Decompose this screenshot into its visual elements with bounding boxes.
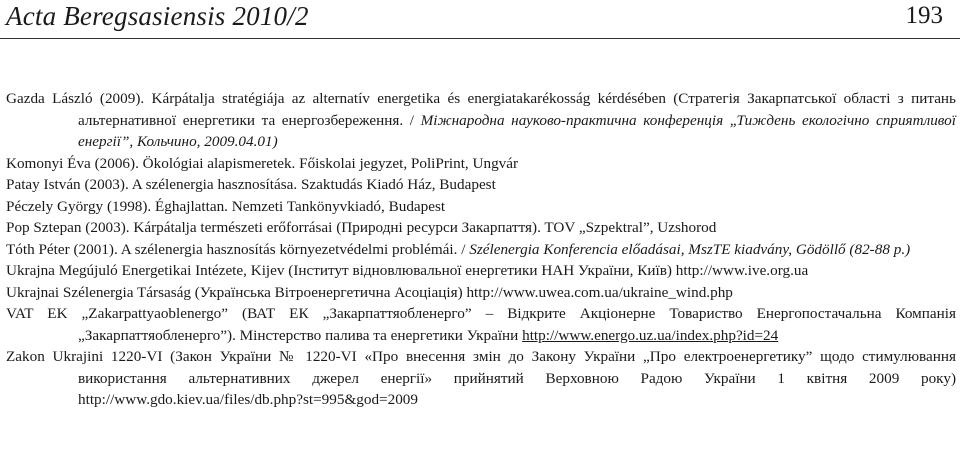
reference-item [6, 196, 956, 218]
reference-item [6, 153, 956, 175]
reference-source: Szélenergia Konferencia előadásai, MszTE kiadvány, Gödöllő (82-88 p.) [469, 240, 911, 258]
header-divider [0, 38, 960, 39]
reference-item [6, 217, 956, 239]
reference-item [6, 260, 956, 282]
reference-text: Tóth Péter (2001). A szélenergia hasznosítás környezetvédelmi problémái. / [6, 240, 470, 258]
reference-text: Péczely György (1998). Éghajlattan. Nemzeti Tankönyvkiadó, Budapest [6, 197, 446, 215]
reference-text: Ukrajnai Szélenergia Társaság (Українська Вітроенергетична Асоціація) http://www.uwea.com.ua/ukraine_wind.php [6, 283, 733, 301]
page-number: 193 [905, 2, 943, 29]
reference-item [6, 282, 956, 304]
journal-title: Acta Beregsasiensis 2010/2 [6, 1, 309, 31]
reference-text: VAT EK „Zakarpattyaoblenergo” (ВАТ ЕК „Закарпаттяобленерго” – Відкрите Акціонерне Товариство Енергопостачальна Компанія „Закарпаттяобленерго”). Мінстерство палива та енергетики України [6, 305, 956, 344]
reference-item [6, 346, 956, 411]
page-header [0, 0, 960, 40]
reference-text: Patay István (2003). A szélenergia hasznosítása. Szaktudás Kiadó Ház, Budapest [6, 176, 496, 193]
reference-text: Ukrajna Megújuló Energetikai Intézete, Kijev (Інститут відновлювальної енергетики НАН України, Київ) http://www.ive.org.ua [6, 262, 809, 279]
reference-text: Pop Sztepan (2003). Kárpátalja természeti erőforrásai (Природні ресурси Закарпаття). TOV „Szpektral”, Uzshorod [6, 219, 717, 236]
reference-link[interactable]: http://www.energo.uz.ua/index.php?id=24 [522, 326, 779, 344]
reference-item [6, 88, 956, 153]
reference-text: Gazda László (2009). Kárpátalja stratégiája az alternatív energetika és energiatakarékosság kérdésében (Стратегія Закарпатської області з питань альтернативної енергетики та енергозбереження. / [6, 90, 956, 129]
reference-text: Komonyi Éva (2006). Ökológiai alapismeretek. Főiskolai jegyzet, PoliPrint, Ungvár [6, 154, 519, 172]
reference-item [6, 303, 956, 346]
reference-text: Zakon Ukrajini 1220-VI (Закон України № 1220-VI «Про внесення змін до Закону України „Про електроенергетику” щодо стимулювання використання альтернативних джерел енергії» прийнятий Верховною Радою України 1 квітня 2009 року) http://www.gdo.kiev.ua/files/db.php?st=995&god=2009 [6, 348, 956, 408]
reference-list [6, 88, 956, 411]
reference-source: Міжнародна науково-практична конференція „Тиждень екологічно сприятливої енергії”, Кольчино, 2009.04.01) [78, 111, 956, 150]
reference-item [6, 174, 956, 196]
reference-item [6, 239, 956, 261]
